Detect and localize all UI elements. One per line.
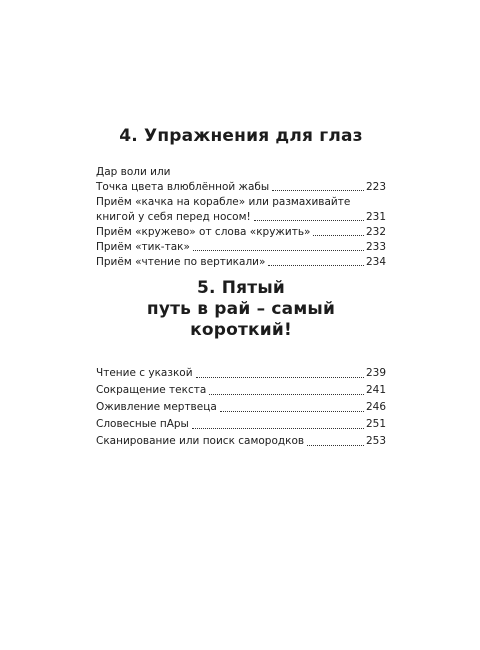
toc-entry-title: Оживление мертвеца xyxy=(96,401,217,413)
dot-leader xyxy=(268,265,364,266)
dot-leader xyxy=(313,235,364,236)
dot-leader xyxy=(272,190,364,191)
toc-page-number: 232 xyxy=(365,226,386,238)
dot-leader xyxy=(254,220,364,221)
toc-page-number: 233 xyxy=(365,241,386,253)
dot-leader xyxy=(220,411,364,412)
toc-page-number: 234 xyxy=(365,256,386,268)
toc-entry-title: Сканирование или поиск самородков xyxy=(96,435,305,447)
toc-list xyxy=(96,165,386,270)
dot-leader xyxy=(193,250,364,251)
toc-list xyxy=(96,365,386,450)
toc-entry xyxy=(96,399,386,416)
toc-entry xyxy=(96,195,386,225)
toc-entry xyxy=(96,180,386,195)
dot-leader xyxy=(307,445,364,446)
toc-entry: Дар воли или xyxy=(96,166,171,178)
toc-entry-title: Точка цвета влюблённой жабы xyxy=(96,181,270,193)
toc-entry xyxy=(96,433,386,450)
section-title-line: путь в рай – самый короткий! xyxy=(146,299,336,340)
toc-entry xyxy=(96,365,386,382)
toc-page-number: 253 xyxy=(365,435,386,447)
toc-page-number: 251 xyxy=(365,418,386,430)
section-title xyxy=(96,278,386,341)
section-fifth-path xyxy=(96,278,386,450)
toc-entry-title: Словесные пАры xyxy=(96,418,189,430)
toc-entry-title: Сокращение текста xyxy=(96,384,207,396)
dot-leader xyxy=(209,394,364,395)
dot-leader xyxy=(192,428,364,429)
toc-page-number: 239 xyxy=(365,367,386,379)
section-eye-exercises xyxy=(96,126,386,270)
toc-entry-title-continued: книгой у себя перед носом! xyxy=(96,211,251,223)
toc-entry-title: Чтение с указкой xyxy=(96,367,193,379)
toc-entry xyxy=(96,240,386,255)
toc-entry xyxy=(96,382,386,399)
toc-page-number: 246 xyxy=(365,401,386,413)
toc-entry-title: Приём «чтение по вертикали» xyxy=(96,256,266,268)
toc-entry-title: Приём «качка на корабле» или размахивайте xyxy=(96,196,351,208)
toc-page-number: 223 xyxy=(365,181,386,193)
toc-entry xyxy=(96,225,386,240)
section-title-line: 5. Пятый xyxy=(196,278,286,298)
toc-entry xyxy=(96,255,386,270)
section-title: 4. Упражнения для глаз xyxy=(119,126,363,146)
toc-page-number: 231 xyxy=(365,211,386,223)
toc-page-number: 241 xyxy=(365,384,386,396)
dot-leader xyxy=(196,377,364,378)
toc-entry-title: Приём «тик-так» xyxy=(96,241,190,253)
toc-entry-title: Приём «кружево» от слова «кружить» xyxy=(96,226,311,238)
toc-entry xyxy=(96,416,386,433)
